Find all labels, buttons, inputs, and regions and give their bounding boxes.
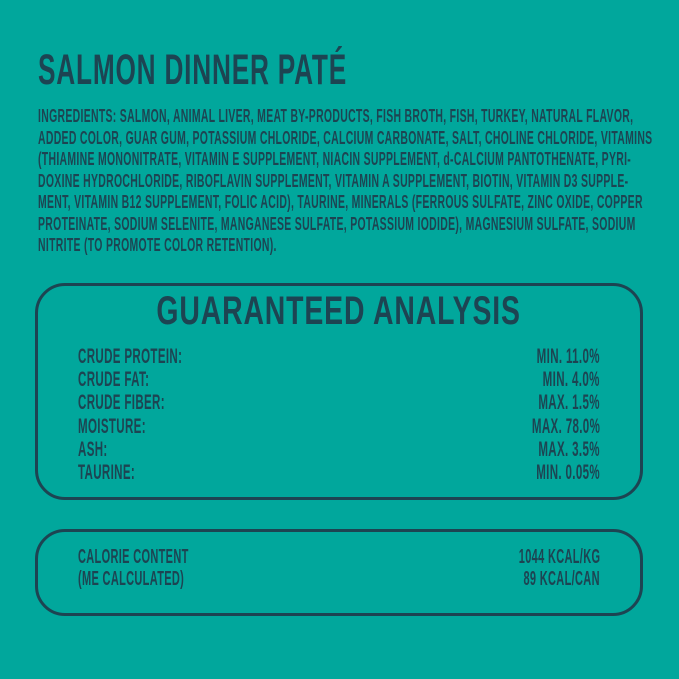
product-title (38, 46, 545, 94)
guaranteed-analysis-heading: GUARANTEED ANALYSIS (156, 289, 522, 333)
analysis-label: CRUDE FAT: (78, 368, 150, 392)
analysis-value: MIN. 4.0% (542, 368, 600, 392)
analysis-value: MAX. 78.0% (531, 414, 600, 438)
calorie-kcal-per-can: 89 KCAL/CAN (523, 567, 600, 590)
ingredients-line: NITRITE (TO PROMOTE COLOR RETENTION). (38, 235, 277, 255)
calorie-content-panel (35, 529, 643, 616)
ingredients-paragraph (38, 106, 679, 257)
ingredients-line: MENT, VITAMIN B12 SUPPLEMENT, FOLIC ACID), TAURINE, MINERALS (FERROUS SULFATE, ZINC OXIDE, COPPER (38, 192, 643, 212)
analysis-value: MAX. 3.5% (538, 437, 600, 461)
ingredients-line: ADDED COLOR, GUAR GUM, POTASSIUM CHLORIDE, CALCIUM CARBONATE, SALT, CHOLINE CHLORIDE, VITAMINS (38, 127, 653, 148)
analysis-label: TAURINE: (78, 460, 136, 484)
analysis-row-ash (78, 438, 600, 461)
calorie-me-calculated-label: (ME CALCULATED) (78, 567, 185, 590)
analysis-value: MAX. 1.5% (538, 391, 600, 415)
analysis-label: MOISTURE: (78, 414, 146, 438)
ingredients-line: DOXINE HYDROCHLORIDE, RIBOFLAVIN SUPPLEMENT, VITAMIN A SUPPLEMENT, BIOTIN, VITAMIN D3 SUPPLE- (38, 170, 629, 191)
guaranteed-analysis-panel (35, 283, 643, 500)
analysis-label: CRUDE FIBER: (78, 391, 165, 415)
analysis-row-crude-fat (78, 368, 600, 391)
analysis-row-crude-protein (78, 345, 600, 368)
calorie-content-label: CALORIE CONTENT (78, 546, 189, 568)
product-title-text: SALMON DINNER PATÉ (38, 46, 348, 94)
analysis-row-taurine (78, 461, 600, 484)
analysis-row-crude-fiber (78, 391, 600, 414)
analysis-value: MIN. 11.0% (536, 345, 600, 368)
ingredients-line: PROTEINATE, SODIUM SELENITE, MANGANESE SULFATE, POTASSIUM IODIDE), MAGNESIUM SULFATE, SODIUM (38, 213, 636, 234)
calorie-content-values (452, 547, 600, 613)
analysis-label: CRUDE PROTEIN: (78, 345, 183, 368)
calorie-kcal-per-kg: 1044 KCAL/KG (518, 546, 600, 568)
ingredients-line: (THIAMINE MONONITRATE, VITAMIN E SUPPLEMENT, NIACIN SUPPLEMENT, d-CALCIUM PANTOTHENATE, PYRI- (38, 149, 632, 169)
analysis-label: ASH: (78, 437, 108, 461)
ingredients-line: INGREDIENTS: SALMON, ANIMAL LIVER, MEAT BY-PRODUCTS, FISH BROTH, FISH, TURKEY, NATURAL FLAVOR, (38, 106, 634, 126)
guaranteed-analysis-rows (78, 345, 600, 484)
calorie-content-labels (78, 547, 279, 613)
analysis-value: MIN. 0.05% (536, 460, 600, 484)
analysis-row-moisture (78, 415, 600, 438)
